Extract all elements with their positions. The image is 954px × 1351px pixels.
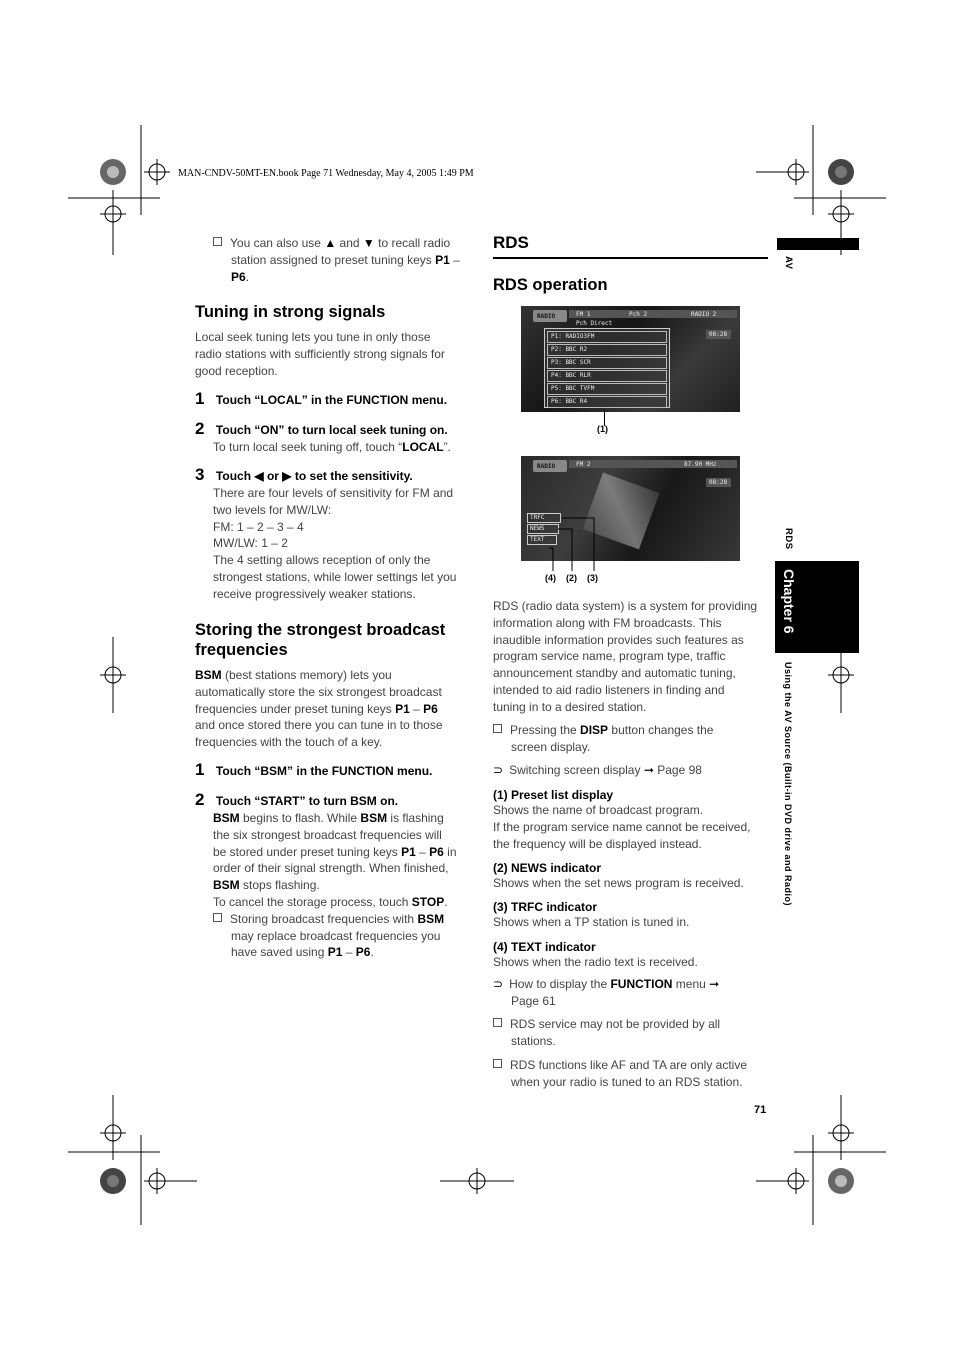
note-box-icon: [493, 1059, 502, 1068]
note-box-icon: [493, 1018, 502, 1027]
tuning-step-1: 1 Touch “LOCAL” in the FUNCTION menu.: [195, 389, 448, 408]
rds-heading: RDS: [493, 233, 529, 252]
note-box-icon: [213, 237, 222, 246]
preset-list: [544, 328, 670, 408]
rds-heading-rule: [493, 257, 768, 259]
function-menu-reference: ⊃ How to display the FUNCTION menu ➞ Page 61: [493, 977, 720, 1008]
news-indicator: NEWS: [527, 524, 559, 534]
tuning-step-3: 3 Touch ◀ or ▶ to set the sensitivity.: [195, 465, 413, 484]
callout-lines-2: [540, 515, 600, 575]
chapter-label: Chapter 6: [781, 569, 797, 634]
preset-item[interactable]: P2: BBC R2: [547, 344, 667, 356]
reference-arrow-icon: ⊃: [493, 763, 504, 777]
radio-badge: RADIO: [533, 310, 567, 322]
storing-step-1: 1 Touch “BSM” in the FUNCTION menu.: [195, 760, 433, 779]
preset-item[interactable]: P3: BBC SCR: [547, 357, 667, 369]
text-indicator: TEXT: [527, 535, 557, 545]
up-arrow-icon: ▲: [324, 236, 337, 250]
callout-1: (1): [597, 424, 608, 434]
right-long-arrow-icon: ➞: [709, 977, 720, 991]
sidebar-av-tab: [777, 238, 859, 250]
sidebar-av-label: AV: [783, 256, 794, 270]
down-arrow-icon: ▼: [362, 236, 375, 250]
page-number: 71: [754, 1104, 767, 1116]
note-box-icon: [213, 913, 222, 922]
storing-description: BSM (best stations memory) lets you automatically store the six strongest broadcast frequencies under preset tuning keys P1 – P6 and once stored there you can tune in to those frequencies with the touch of a key.: [195, 668, 443, 750]
screen1-pch: Pch 2: [629, 311, 648, 318]
preset-list-screen: [521, 306, 740, 412]
note-box-icon: [493, 724, 502, 733]
rds-service-note: RDS service may not be provided by all stations.: [493, 1016, 773, 1050]
tuning-step-3-body: There are four levels of sensitivity for FM and two levels for MW/LW: FM: 1 – 2 – 3 – 4 MW/LW: 1 – 2 The 4 setting allows reception of only the strongest stations, while lower settings let you receive progressively weaker stations.: [213, 486, 457, 601]
preset-item[interactable]: P1: RADIO3FM: [547, 331, 667, 343]
storing-heading: Storing the strongest broadcast frequencies: [195, 621, 446, 659]
callout-2: (2): [566, 573, 577, 583]
preset-list-explanation: (1) Preset list display Shows the name of broadcast program. If the program service name cannot be received, the frequency will be displayed instead.: [493, 788, 751, 851]
reference-arrow-icon: ⊃: [493, 977, 504, 991]
rds-functions-note: RDS functions like AF and TA are only active when your radio is tuned to an RDS station.: [493, 1057, 773, 1091]
screen1-radio: RADIO 2: [691, 311, 717, 318]
intro-note: You can also use ▲ and ▼ to recall radio station assigned to preset tuning keys P1 – P6.: [213, 235, 478, 285]
left-arrow-icon: ◀: [254, 469, 264, 483]
right-arrow-icon: ▶: [282, 469, 292, 483]
rds-description: RDS (radio data system) is a system for providing information along with FM broadcasts. This inaudible information provides such features as program service name, program type, traffic announcement standby and automatic tuning, intended to aid radio listeners in finding and tuning in to a desired station.: [493, 599, 758, 714]
trfc-indicator: TRFC: [527, 513, 561, 523]
switching-display-reference: ⊃ Switching screen display ➞ Page 98: [493, 763, 702, 777]
screen2-clock-box: 08:28: [706, 478, 731, 487]
preset-item[interactable]: P5: BBC TVFM: [547, 383, 667, 395]
preset-item[interactable]: P6: BBC R4: [547, 396, 667, 408]
rds-operation-heading: RDS operation: [493, 276, 608, 294]
callout-4: (4): [545, 573, 556, 583]
screen2-band: FM 2: [576, 461, 591, 468]
radio-badge: RADIO: [533, 460, 567, 472]
preset-item[interactable]: P4: BBC RLR: [547, 370, 667, 382]
news-indicator-explanation: (2) NEWS indicator Shows when the set news program is received.: [493, 861, 744, 890]
text-indicator-explanation: (4) TEXT indicator Shows when the radio text is received.: [493, 940, 698, 969]
right-long-arrow-icon: ➞: [643, 763, 654, 777]
sidebar-section-label: Using the AV Source (Built-in DVD drive and Radio): [783, 662, 793, 907]
screen1-clock-box: 08:28: [706, 330, 731, 339]
callout-3: (3): [587, 573, 598, 583]
sidebar-rds-label: RDS: [783, 528, 794, 550]
screen2-frequency: 87.90 MHz: [684, 461, 717, 468]
storing-step-2: 2 Touch “START” to turn BSM on.: [195, 790, 399, 809]
storing-step-2-body: BSM begins to flash. While BSM is flashing the six strongest broadcast frequencies will be stored under preset tuning keys P1 – P6 in order of their signal strength. When finished, BSM stops flashing. To cancel the storage process, touch STOP. Storing broadcast frequencies with BSM may replace broadcast frequencies you have saved using P1 – P6.: [213, 811, 457, 960]
tuning-description: Local seek tuning lets you tune in only those radio stations with sufficiently strong signals for good reception.: [195, 330, 445, 378]
tuning-heading: Tuning in strong signals: [195, 303, 386, 321]
disp-note: Pressing the DISP button changes the screen display.: [493, 722, 773, 756]
screen1-pch-direct: Pch Direct: [576, 320, 613, 327]
file-info-header: MAN-CNDV-50MT-EN.book Page 71 Wednesday, May 4, 2005 1:49 PM: [178, 168, 474, 179]
tuning-step-2: 2 Touch “ON” to turn local seek tuning on.: [195, 419, 448, 438]
trfc-indicator-explanation: (3) TRFC indicator Shows when a TP station is tuned in.: [493, 900, 690, 929]
chapter-tab: [775, 561, 859, 653]
tuning-step-2-body: To turn local seek tuning off, touch “LOCAL”.: [213, 440, 451, 454]
screen1-band: FM 1: [576, 311, 591, 318]
